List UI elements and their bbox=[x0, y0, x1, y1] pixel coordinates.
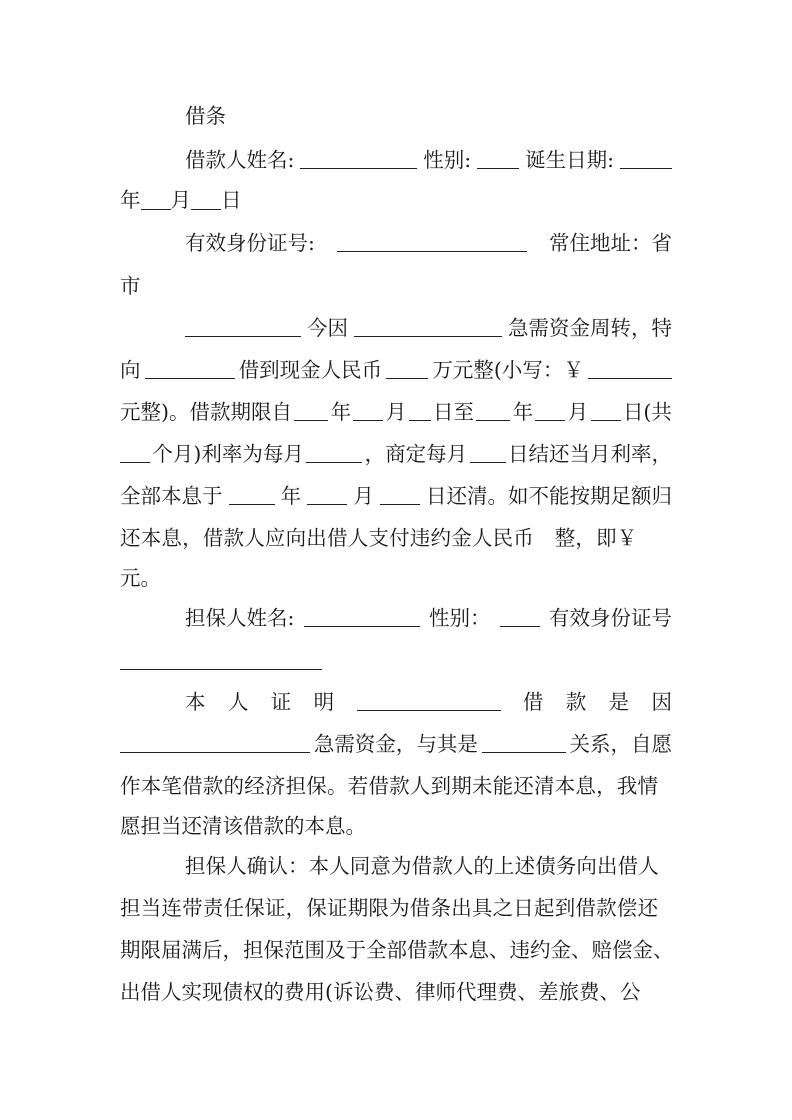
month-label: 月 bbox=[353, 484, 374, 508]
guarantor-id-label: 有效身份证号 bbox=[548, 606, 672, 630]
monthly-rate-blank bbox=[306, 440, 362, 463]
settle-day-blank bbox=[470, 440, 506, 463]
month-label: 月 bbox=[567, 400, 589, 424]
para1-text: 万元整(小写：￥ bbox=[432, 358, 584, 382]
guarantor-line-1 bbox=[185, 604, 672, 632]
borrower-line-3 bbox=[185, 229, 672, 257]
year-label: 年 bbox=[120, 188, 141, 212]
proof-char: 借 bbox=[522, 690, 544, 714]
para1-line-7 bbox=[120, 564, 672, 592]
para1-text: 向 bbox=[120, 358, 141, 382]
confirm-line-4 bbox=[120, 978, 672, 1006]
proof-char: 因 bbox=[651, 690, 672, 714]
borrower-line-4 bbox=[120, 272, 672, 300]
confirm-text: 期限届满后，担保范围及于全部借款本息、违约金、赔偿金、 bbox=[120, 938, 674, 962]
confirm-text: 担保人确认：本人同意为借款人的上述债务向出借人 bbox=[185, 854, 659, 878]
proof-char: 证 bbox=[270, 690, 292, 714]
borrower-name-label: 借款人姓名: bbox=[185, 148, 295, 172]
repay-year-blank bbox=[229, 482, 275, 505]
guarantor-id-blank bbox=[120, 647, 322, 670]
start-year-blank bbox=[294, 398, 328, 421]
proof-borrower-blank bbox=[357, 688, 501, 711]
proof-relation-blank bbox=[482, 730, 566, 753]
confirm-text: 担当连带责任保证，保证期限为借条出具之日起到借款偿还 bbox=[120, 896, 659, 920]
document-title bbox=[185, 102, 672, 130]
borrower-line-1 bbox=[185, 146, 672, 174]
guarantor-gender-blank bbox=[500, 604, 540, 627]
day-label: 日 bbox=[221, 188, 242, 212]
para1-line-4 bbox=[120, 440, 672, 468]
birth-day-blank bbox=[191, 187, 221, 210]
confirm-line-1 bbox=[185, 852, 672, 880]
confirm-line-3 bbox=[120, 936, 672, 964]
proof-line-2 bbox=[120, 730, 672, 758]
day-paren-label: 日(共 bbox=[622, 400, 672, 424]
end-month-blank bbox=[535, 398, 565, 421]
para1-text: 元整)。借款期限自 bbox=[120, 400, 292, 424]
para1-text: 还本息，借款人应向出借人支付违约金人民币 整，即￥ bbox=[120, 526, 638, 550]
start-month-blank bbox=[353, 398, 383, 421]
proof-text: 愿担当还清该借款的本息。 bbox=[120, 814, 366, 838]
para1-text: 借到现金人民币 bbox=[238, 358, 383, 382]
para1-text: 日结还当月利率， bbox=[507, 442, 672, 466]
amount-digits-blank bbox=[588, 356, 672, 379]
borrower-gender-blank bbox=[477, 146, 519, 169]
guarantor-name-label: 担保人姓名: bbox=[185, 606, 295, 630]
year-label: 年 bbox=[512, 400, 534, 424]
title-text: 借条 bbox=[185, 104, 226, 128]
proof-reason-blank bbox=[120, 730, 310, 753]
proof-text: 作本笔借款的经济担保。若借款人到期未能还清本息，我情 bbox=[120, 774, 659, 798]
borrower-id-blank bbox=[337, 229, 527, 252]
start-day-blank bbox=[409, 398, 431, 421]
proof-char: 是 bbox=[608, 690, 630, 714]
guarantor-line-2 bbox=[120, 646, 672, 674]
proof-char: 本 bbox=[185, 690, 206, 714]
end-day-blank bbox=[591, 398, 621, 421]
para1-text: 全部本息于 bbox=[120, 484, 223, 508]
borrower-gender-label: 性别: bbox=[423, 148, 472, 172]
amount-wan-blank bbox=[386, 356, 428, 379]
repay-day-blank bbox=[380, 482, 420, 505]
para1-line-2 bbox=[120, 356, 672, 384]
year-label: 年 bbox=[330, 400, 352, 424]
proof-text: 急需资金，与其是 bbox=[313, 732, 478, 756]
proof-line-4 bbox=[120, 812, 672, 840]
borrower-name-blank bbox=[300, 146, 417, 169]
para1-text: ，商定每月 bbox=[364, 442, 468, 466]
repay-month-blank bbox=[307, 482, 347, 505]
birth-month-blank bbox=[141, 187, 171, 210]
city-label: 市 bbox=[120, 274, 141, 298]
end-year-blank bbox=[476, 398, 510, 421]
guarantor-name-blank bbox=[304, 604, 420, 627]
para1-line-5 bbox=[120, 482, 672, 510]
proof-char: 人 bbox=[227, 690, 249, 714]
month-label: 月 bbox=[170, 188, 191, 212]
lender-name-blank bbox=[185, 314, 301, 337]
para1-line-1 bbox=[185, 314, 672, 342]
para1-text: 个月)利率为每月 bbox=[152, 442, 304, 466]
para1-line-3 bbox=[120, 398, 672, 426]
proof-char: 明 bbox=[313, 690, 335, 714]
para1-line-6 bbox=[120, 524, 672, 552]
proof-line-3 bbox=[120, 772, 672, 800]
confirm-text: 出借人实现债权的费用(诉讼费、律师代理费、差旅费、公 bbox=[120, 980, 641, 1004]
proof-line-1 bbox=[185, 688, 672, 716]
year-label: 年 bbox=[280, 484, 302, 508]
lender-blank bbox=[145, 356, 235, 379]
borrower-birth-label: 诞生日期: bbox=[525, 148, 615, 172]
reason-blank bbox=[354, 314, 502, 337]
months-count-blank bbox=[120, 440, 150, 463]
guarantor-gender-label: 性别： bbox=[428, 606, 491, 630]
confirm-line-2 bbox=[120, 894, 672, 922]
day-to-label: 日至 bbox=[432, 400, 474, 424]
proof-text: 关系，自愿 bbox=[569, 732, 672, 756]
borrower-id-label: 有效身份证号: bbox=[185, 231, 315, 255]
borrower-address-label: 常住地址：省 bbox=[548, 231, 672, 255]
para1-text: 元。 bbox=[120, 566, 161, 590]
proof-char: 款 bbox=[565, 690, 587, 714]
birth-year-blank bbox=[620, 146, 672, 169]
borrower-line-2 bbox=[120, 186, 672, 214]
para1-text: 今因 bbox=[307, 316, 348, 340]
para1-text: 急需资金周转，特 bbox=[508, 316, 672, 340]
para1-text: 日还清。如不能按期足额归 bbox=[425, 484, 672, 508]
month-label: 月 bbox=[385, 400, 407, 424]
